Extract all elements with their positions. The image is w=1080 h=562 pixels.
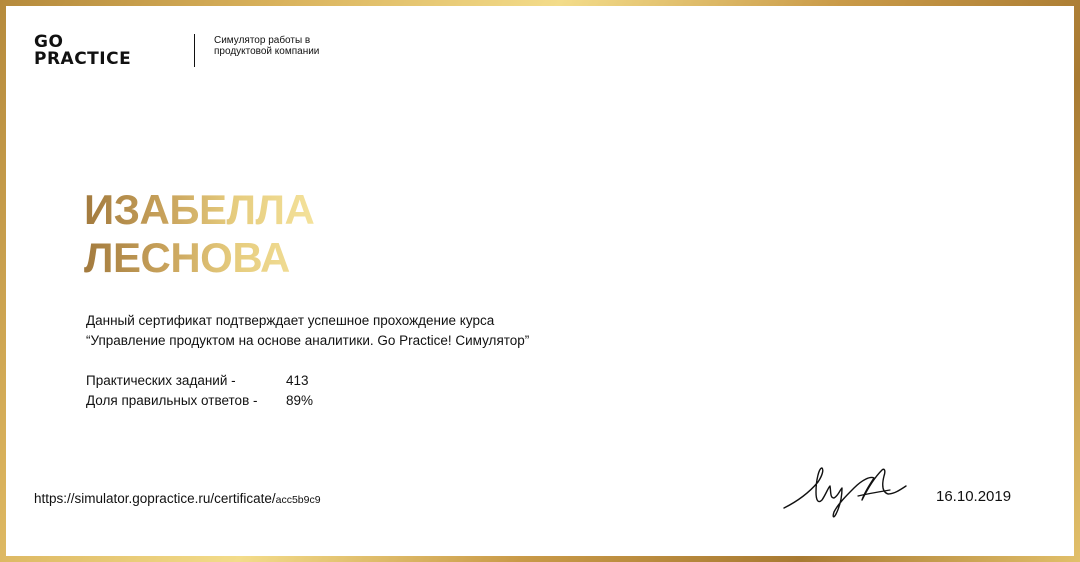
certificate-code: acc5b9c9 <box>275 494 321 506</box>
recipient-first-name: ИЗАБЕЛЛА <box>84 186 315 233</box>
stat-label: Доля правильных ответов - <box>86 393 258 408</box>
tagline: Симулятор работы в продуктовой компании <box>214 35 320 57</box>
stat-value: 89% <box>286 393 314 408</box>
stat-value: 413 <box>286 373 309 388</box>
recipient-name <box>84 186 314 282</box>
stat-row-tasks <box>86 371 386 391</box>
certificate-url-base: https://simulator.gopractice.ru/certificate/ <box>34 491 276 506</box>
logo-line-practice: PRACTICE <box>34 49 132 69</box>
certificate-description <box>86 311 529 351</box>
certificate-date: 16.10.2019 <box>936 488 1012 505</box>
description-line-2: “Управление продуктом на основе аналитики. Go Practice! Симулятор” <box>86 333 530 348</box>
stats-block <box>86 371 386 411</box>
recipient-last-name: ЛЕСНОВА <box>84 234 290 281</box>
description-line-1: Данный сертификат подтверждает успешное прохождение курса <box>86 313 495 328</box>
logo-divider <box>194 34 195 67</box>
signature-image <box>774 456 914 526</box>
stat-row-correct-answers <box>86 391 386 411</box>
stat-label: Практических заданий - <box>86 373 236 388</box>
go-practice-logo <box>34 34 131 68</box>
logo-line-go: GO <box>34 32 64 52</box>
certificate-url[interactable] <box>34 489 321 510</box>
